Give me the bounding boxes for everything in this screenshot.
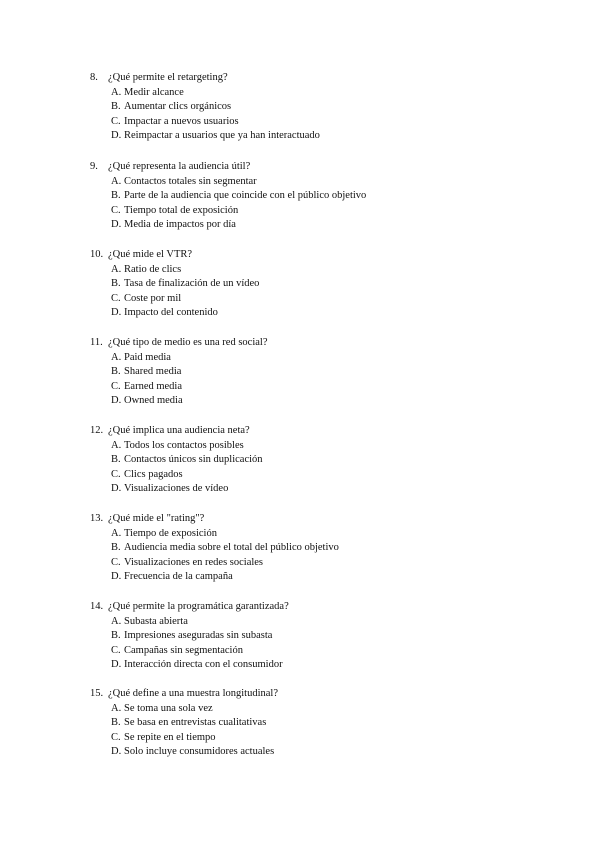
option-list bbox=[90, 86, 550, 144]
option-letter: B. bbox=[111, 278, 121, 290]
option-b bbox=[90, 629, 550, 644]
option-text: Contactos únicos sin duplicación bbox=[124, 454, 263, 466]
option-letter: B. bbox=[111, 630, 121, 642]
option-text: Frecuencia de la campaña bbox=[124, 571, 233, 583]
option-letter: B. bbox=[111, 717, 121, 729]
option-letter: C. bbox=[111, 644, 121, 656]
option-c bbox=[90, 292, 550, 307]
question-text: ¿Qué define a una muestra longitudinal? bbox=[108, 688, 278, 699]
option-text: Media de impactos por día bbox=[124, 219, 236, 231]
question-text: ¿Qué representa la audiencia útil? bbox=[108, 161, 251, 172]
option-list bbox=[90, 263, 550, 321]
option-letter: C. bbox=[111, 556, 121, 568]
question-number: 12. bbox=[90, 425, 104, 436]
option-letter: A. bbox=[111, 263, 122, 275]
question-11 bbox=[90, 336, 550, 409]
option-d bbox=[90, 129, 550, 144]
option-d bbox=[90, 745, 550, 760]
option-text: Subasta abierta bbox=[124, 615, 188, 627]
option-letter: B. bbox=[111, 101, 121, 113]
question-number: 11. bbox=[90, 337, 103, 348]
option-d bbox=[90, 218, 550, 233]
option-list bbox=[90, 175, 550, 233]
option-text: Tasa de finalización de un vídeo bbox=[124, 278, 260, 290]
option-letter: A. bbox=[111, 439, 122, 451]
option-b bbox=[90, 100, 550, 115]
question-line bbox=[90, 160, 550, 175]
option-a bbox=[90, 615, 550, 630]
option-text: Tiempo total de exposición bbox=[124, 204, 239, 216]
option-letter: A. bbox=[111, 527, 122, 539]
question-line bbox=[90, 512, 550, 527]
option-b bbox=[90, 453, 550, 468]
question-line bbox=[90, 248, 550, 263]
option-letter: C. bbox=[111, 468, 121, 480]
option-letter: D. bbox=[111, 746, 122, 758]
option-text: Audiencia media sobre el total del público objetivo bbox=[124, 542, 339, 554]
question-number: 10. bbox=[90, 249, 104, 260]
question-line bbox=[90, 424, 550, 439]
option-text: Parte de la audiencia que coincide con el público objetivo bbox=[124, 190, 367, 202]
option-text: Tiempo de exposición bbox=[124, 527, 217, 539]
option-text: Campañas sin segmentación bbox=[124, 644, 243, 656]
option-letter: D. bbox=[111, 219, 122, 231]
question-text: ¿Qué implica una audiencia neta? bbox=[108, 425, 250, 436]
option-a bbox=[90, 439, 550, 454]
question-text: ¿Qué permite la programática garantizada? bbox=[108, 601, 289, 612]
question-text: ¿Qué mide el VTR? bbox=[108, 249, 193, 260]
question-15 bbox=[90, 687, 550, 760]
option-d bbox=[90, 394, 550, 409]
option-text: Impacto del contenido bbox=[124, 307, 218, 319]
option-d bbox=[90, 570, 550, 585]
option-a bbox=[90, 263, 550, 278]
option-d bbox=[90, 306, 550, 321]
option-letter: A. bbox=[111, 86, 122, 98]
option-c bbox=[90, 115, 550, 130]
option-text: Clics pagados bbox=[124, 468, 183, 480]
option-text: Earned media bbox=[124, 380, 183, 392]
question-number: 15. bbox=[90, 688, 104, 699]
question-text: ¿Qué mide el "rating"? bbox=[108, 513, 205, 524]
option-c bbox=[90, 380, 550, 395]
option-text: Todos los contactos posibles bbox=[124, 439, 244, 451]
option-b bbox=[90, 277, 550, 292]
option-text: Visualizaciones en redes sociales bbox=[124, 556, 264, 568]
question-line bbox=[90, 336, 550, 351]
option-text: Se basa en entrevistas cualitativas bbox=[124, 717, 267, 729]
option-letter: B. bbox=[111, 454, 121, 466]
question-text: ¿Qué tipo de medio es una red social? bbox=[108, 337, 268, 348]
option-text: Owned media bbox=[124, 395, 183, 407]
question-number: 8. bbox=[90, 72, 98, 83]
option-b bbox=[90, 716, 550, 731]
question-8 bbox=[90, 71, 550, 144]
option-letter: D. bbox=[111, 307, 122, 319]
option-letter: C. bbox=[111, 380, 121, 392]
option-text: Interacción directa con el consumidor bbox=[124, 659, 283, 671]
option-c bbox=[90, 204, 550, 219]
option-b bbox=[90, 365, 550, 380]
option-list bbox=[90, 439, 550, 497]
option-text: Solo incluye consumidores actuales bbox=[124, 746, 275, 758]
option-letter: A. bbox=[111, 615, 122, 627]
question-14 bbox=[90, 600, 550, 673]
question-9 bbox=[90, 160, 550, 233]
option-c bbox=[90, 556, 550, 571]
option-text: Impresiones aseguradas sin subasta bbox=[124, 630, 273, 642]
question-12 bbox=[90, 424, 550, 497]
option-list bbox=[90, 702, 550, 760]
question-number: 14. bbox=[90, 601, 104, 612]
question-text: ¿Qué permite el retargeting? bbox=[108, 72, 228, 83]
option-d bbox=[90, 482, 550, 497]
option-text: Medir alcance bbox=[124, 86, 184, 98]
option-text: Reimpactar a usuarios que ya han interactuado bbox=[124, 130, 320, 142]
question-number: 13. bbox=[90, 513, 104, 524]
option-letter: D. bbox=[111, 483, 122, 495]
question-line bbox=[90, 600, 550, 615]
option-c bbox=[90, 468, 550, 483]
option-letter: C. bbox=[111, 292, 121, 304]
question-line bbox=[90, 71, 550, 86]
option-letter: A. bbox=[111, 351, 122, 363]
option-letter: D. bbox=[111, 659, 122, 671]
question-number: 9. bbox=[90, 161, 98, 172]
option-a bbox=[90, 86, 550, 101]
option-text: Paid media bbox=[124, 351, 171, 363]
question-line bbox=[90, 687, 550, 702]
option-letter: C. bbox=[111, 204, 121, 216]
option-letter: D. bbox=[111, 130, 122, 142]
option-letter: B. bbox=[111, 366, 121, 378]
option-letter: B. bbox=[111, 190, 121, 202]
option-letter: C. bbox=[111, 115, 121, 127]
option-letter: D. bbox=[111, 571, 122, 583]
question-13 bbox=[90, 512, 550, 585]
option-a bbox=[90, 175, 550, 190]
option-text: Aumentar clics orgánicos bbox=[124, 101, 232, 113]
option-list bbox=[90, 351, 550, 409]
option-d bbox=[90, 658, 550, 673]
option-a bbox=[90, 351, 550, 366]
option-letter: A. bbox=[111, 702, 122, 714]
option-letter: A. bbox=[111, 175, 122, 187]
option-text: Se toma una sola vez bbox=[124, 702, 213, 714]
option-a bbox=[90, 702, 550, 717]
option-text: Contactos totales sin segmentar bbox=[124, 175, 257, 187]
option-text: Ratio de clics bbox=[124, 263, 182, 275]
option-letter: C. bbox=[111, 731, 121, 743]
question-10 bbox=[90, 248, 550, 321]
option-list bbox=[90, 615, 550, 673]
option-letter: B. bbox=[111, 542, 121, 554]
option-list bbox=[90, 527, 550, 585]
option-text: Se repite en el tiempo bbox=[124, 731, 216, 743]
option-c bbox=[90, 644, 550, 659]
option-letter: D. bbox=[111, 395, 122, 407]
option-b bbox=[90, 541, 550, 556]
option-b bbox=[90, 189, 550, 204]
option-c bbox=[90, 731, 550, 746]
option-a bbox=[90, 527, 550, 542]
option-text: Visualizaciones de vídeo bbox=[124, 483, 229, 495]
option-text: Shared media bbox=[124, 366, 182, 378]
option-text: Impactar a nuevos usuarios bbox=[124, 115, 239, 127]
option-text: Coste por mil bbox=[124, 292, 182, 304]
